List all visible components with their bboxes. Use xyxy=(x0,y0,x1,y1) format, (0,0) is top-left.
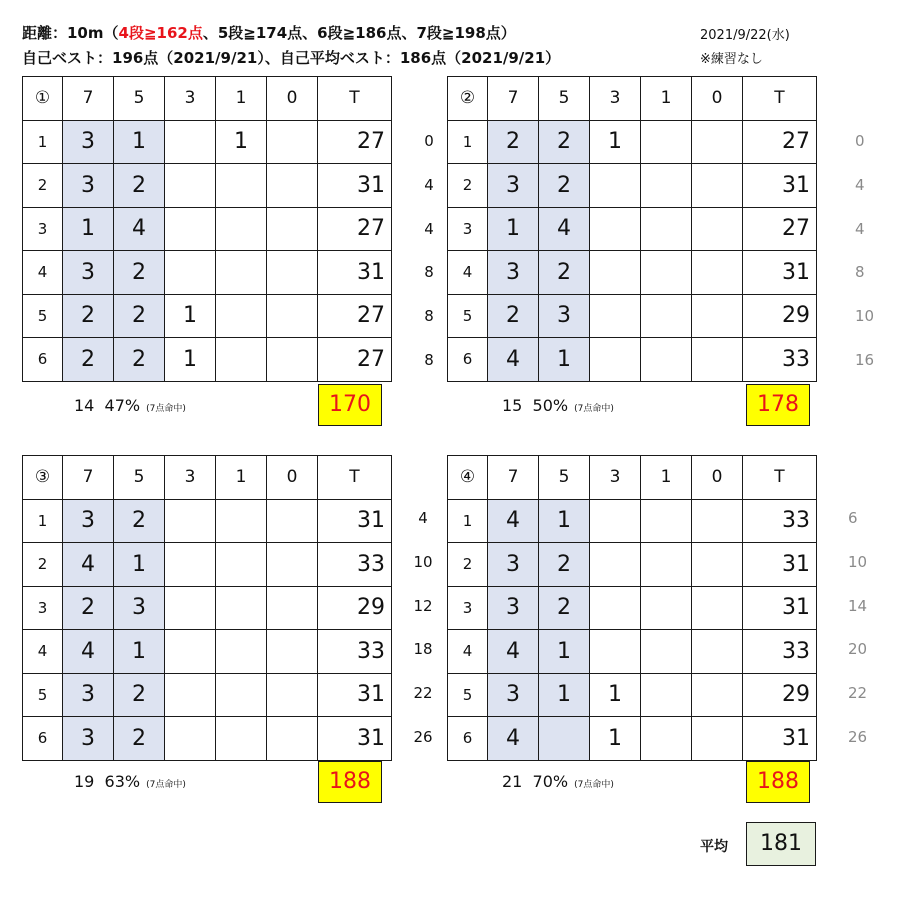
cell-5: 1 xyxy=(539,673,590,717)
end-number: 1 xyxy=(23,120,63,164)
cell-0 xyxy=(267,586,318,630)
cell-total: 31 xyxy=(743,251,817,295)
cumulative-value: 4 xyxy=(418,509,428,527)
col-header-0: 0 xyxy=(692,77,743,121)
cell-1 xyxy=(216,586,267,630)
cell-total: 29 xyxy=(318,586,392,630)
end-number: 5 xyxy=(448,294,488,338)
round-2-right-cumulative xyxy=(853,120,893,383)
cell-0 xyxy=(267,673,318,717)
col-header-1: 1 xyxy=(641,77,692,121)
round-3-hit-stats xyxy=(74,772,186,791)
cumulative-value: 14 xyxy=(848,596,868,615)
round-2-left-cumulative xyxy=(414,120,444,383)
table-row xyxy=(448,543,817,587)
col-header-3: 3 xyxy=(165,456,216,500)
table-row xyxy=(23,586,392,630)
cell-7: 4 xyxy=(488,630,539,674)
hit-count: 19 xyxy=(74,772,95,791)
cell-total: 27 xyxy=(318,294,392,338)
cell-5: 1 xyxy=(114,120,165,164)
cell-0 xyxy=(692,164,743,208)
col-header-0: 0 xyxy=(267,456,318,500)
round-4-right-cumulative xyxy=(846,497,886,760)
cell-5: 2 xyxy=(539,251,590,295)
hit-note: (7点命中) xyxy=(146,404,186,414)
personal-best-line: 自己ベスト：196点（2021/9/21）、自己平均ベスト：186点（2021/9/21） xyxy=(22,49,561,67)
table-row xyxy=(23,251,392,295)
cell-0 xyxy=(692,717,743,761)
col-header-total: T xyxy=(318,77,392,121)
cell-7: 3 xyxy=(488,164,539,208)
cell-7: 4 xyxy=(63,543,114,587)
round-2-total: 178 xyxy=(746,384,810,426)
col-header-total: T xyxy=(743,456,817,500)
cumulative-value: 26 xyxy=(848,727,868,746)
cell-7: 2 xyxy=(488,120,539,164)
round-number: ③ xyxy=(23,456,63,500)
round-1-total: 170 xyxy=(318,384,382,426)
cumulative-value: 4 xyxy=(855,219,865,238)
cumulative-value: 4 xyxy=(855,175,865,194)
cell-7: 3 xyxy=(63,251,114,295)
cell-5: 2 xyxy=(539,120,590,164)
cell-5: 2 xyxy=(114,294,165,338)
cell-total: 27 xyxy=(318,120,392,164)
round-2-scorecard xyxy=(447,76,817,382)
cell-7: 3 xyxy=(488,586,539,630)
end-number: 2 xyxy=(23,543,63,587)
col-header-0: 0 xyxy=(692,456,743,500)
round-4-hit-stats xyxy=(502,772,614,791)
cell-0 xyxy=(267,120,318,164)
table-row xyxy=(23,630,392,674)
cell-0 xyxy=(267,251,318,295)
cell-0 xyxy=(267,717,318,761)
distance-criteria-line xyxy=(22,22,516,43)
round-1-scorecard xyxy=(22,76,392,382)
practice-note: ※練習なし xyxy=(700,52,763,67)
cumulative-value: 16 xyxy=(855,350,875,369)
cumulative-value: 4 xyxy=(424,175,434,194)
cumulative-value: 8 xyxy=(855,263,865,282)
cell-5: 2 xyxy=(114,164,165,208)
cumulative-value: 10 xyxy=(855,307,875,326)
cell-0 xyxy=(692,120,743,164)
cell-1 xyxy=(641,120,692,164)
table-row xyxy=(448,164,817,208)
cell-5: 3 xyxy=(539,294,590,338)
cell-7: 3 xyxy=(63,499,114,543)
end-number: 4 xyxy=(448,251,488,295)
cell-5: 2 xyxy=(114,338,165,382)
cell-7: 4 xyxy=(488,717,539,761)
end-number: 1 xyxy=(23,499,63,543)
cell-1 xyxy=(216,338,267,382)
table-row xyxy=(448,207,817,251)
table-row xyxy=(23,164,392,208)
table-row xyxy=(23,294,392,338)
cell-5: 2 xyxy=(114,717,165,761)
end-number: 1 xyxy=(448,499,488,543)
cell-5: 2 xyxy=(114,251,165,295)
hit-count: 21 xyxy=(502,772,523,791)
table-row xyxy=(23,717,392,761)
average-value: 181 xyxy=(746,822,816,866)
table-row xyxy=(23,543,392,587)
distance-label: 距離：10m（ xyxy=(22,24,119,42)
cell-1 xyxy=(641,499,692,543)
cumulative-value: 22 xyxy=(413,684,433,703)
col-header-7: 7 xyxy=(488,456,539,500)
cell-7: 4 xyxy=(488,338,539,382)
hit-percentage: 63% xyxy=(104,772,141,791)
cell-3 xyxy=(590,294,641,338)
cell-total: 31 xyxy=(318,164,392,208)
end-number: 6 xyxy=(23,717,63,761)
cell-3 xyxy=(165,164,216,208)
round-4-left-cumulative xyxy=(408,497,438,760)
cell-0 xyxy=(692,630,743,674)
cell-0 xyxy=(692,207,743,251)
cell-0 xyxy=(267,630,318,674)
cell-7: 2 xyxy=(488,294,539,338)
round-4-total: 188 xyxy=(746,761,810,803)
cell-5: 4 xyxy=(539,207,590,251)
end-number: 4 xyxy=(23,630,63,674)
hit-count: 15 xyxy=(502,396,523,415)
cell-3 xyxy=(590,499,641,543)
cumulative-value: 22 xyxy=(848,684,868,703)
col-header-3: 3 xyxy=(590,456,641,500)
cell-total: 29 xyxy=(743,294,817,338)
col-header-total: T xyxy=(743,77,817,121)
hit-percentage: 47% xyxy=(104,396,141,415)
cell-0 xyxy=(267,499,318,543)
col-header-1: 1 xyxy=(216,456,267,500)
cell-7: 3 xyxy=(63,120,114,164)
col-header-0: 0 xyxy=(267,77,318,121)
col-header-5: 5 xyxy=(539,77,590,121)
cell-total: 31 xyxy=(743,586,817,630)
table-row xyxy=(448,630,817,674)
col-header-3: 3 xyxy=(165,77,216,121)
end-number: 2 xyxy=(448,164,488,208)
end-number: 5 xyxy=(23,673,63,717)
cumulative-value: 10 xyxy=(848,552,868,571)
round-number: ① xyxy=(23,77,63,121)
cell-total: 31 xyxy=(318,499,392,543)
cell-3 xyxy=(165,120,216,164)
table-row xyxy=(448,120,817,164)
cumulative-value: 18 xyxy=(413,640,433,659)
cumulative-value: 8 xyxy=(424,350,434,369)
table-row xyxy=(448,294,817,338)
hit-note: (7点命中) xyxy=(574,404,614,414)
cell-1 xyxy=(641,543,692,587)
cell-5: 2 xyxy=(539,164,590,208)
cell-5 xyxy=(539,717,590,761)
table-row xyxy=(448,251,817,295)
table-row xyxy=(448,586,817,630)
end-number: 1 xyxy=(448,120,488,164)
round-number: ② xyxy=(448,77,488,121)
table-row xyxy=(448,338,817,382)
cell-1 xyxy=(216,294,267,338)
cell-5: 4 xyxy=(114,207,165,251)
cumulative-value: 0 xyxy=(424,132,434,150)
round-3-scorecard xyxy=(22,455,392,761)
col-header-7: 7 xyxy=(488,77,539,121)
cell-3 xyxy=(165,499,216,543)
cell-5: 2 xyxy=(539,543,590,587)
cell-5: 1 xyxy=(539,630,590,674)
table-row xyxy=(23,207,392,251)
end-number: 2 xyxy=(23,164,63,208)
cell-1 xyxy=(641,630,692,674)
cumulative-value: 8 xyxy=(424,263,434,282)
cell-5: 1 xyxy=(114,543,165,587)
cell-7: 3 xyxy=(63,673,114,717)
cumulative-value: 4 xyxy=(424,219,434,238)
cell-0 xyxy=(692,586,743,630)
cell-5: 2 xyxy=(114,499,165,543)
cell-0 xyxy=(692,338,743,382)
round-2-hit-stats xyxy=(502,396,614,415)
cell-1 xyxy=(216,717,267,761)
cell-5: 1 xyxy=(539,338,590,382)
grade-criteria-rest: 、5段≧174点、6段≧186点、7段≧198点） xyxy=(202,24,516,42)
cell-0 xyxy=(692,251,743,295)
cell-1 xyxy=(641,673,692,717)
table-row xyxy=(448,717,817,761)
cell-3: 1 xyxy=(590,120,641,164)
cell-3: 1 xyxy=(165,294,216,338)
end-number: 5 xyxy=(448,673,488,717)
cell-3 xyxy=(165,543,216,587)
cell-total: 27 xyxy=(318,207,392,251)
cell-0 xyxy=(692,294,743,338)
cell-5: 3 xyxy=(114,586,165,630)
cell-7: 3 xyxy=(488,673,539,717)
cell-0 xyxy=(267,294,318,338)
cumulative-value: 26 xyxy=(413,727,433,746)
cell-1 xyxy=(641,717,692,761)
grade4-criterion: 4段≧162点 xyxy=(118,24,203,42)
cell-total: 29 xyxy=(743,673,817,717)
cell-3 xyxy=(590,586,641,630)
cell-3 xyxy=(590,164,641,208)
cell-3 xyxy=(165,673,216,717)
cumulative-value: 20 xyxy=(848,640,868,659)
cell-total: 31 xyxy=(743,543,817,587)
cell-7: 2 xyxy=(63,338,114,382)
col-header-1: 1 xyxy=(216,77,267,121)
hit-percentage: 70% xyxy=(532,772,569,791)
cell-3: 1 xyxy=(590,673,641,717)
col-header-5: 5 xyxy=(114,77,165,121)
cell-1 xyxy=(216,251,267,295)
cell-total: 31 xyxy=(318,251,392,295)
cumulative-value: 0 xyxy=(855,132,865,150)
cell-1 xyxy=(641,251,692,295)
cell-7: 3 xyxy=(63,717,114,761)
round-3-total: 188 xyxy=(318,761,382,803)
cell-0 xyxy=(692,499,743,543)
cell-5: 1 xyxy=(114,630,165,674)
cell-3 xyxy=(165,251,216,295)
table-row xyxy=(448,499,817,543)
cell-7: 2 xyxy=(63,294,114,338)
cell-1 xyxy=(216,673,267,717)
cell-1 xyxy=(216,543,267,587)
round-4-scorecard xyxy=(447,455,817,761)
cell-7: 4 xyxy=(63,630,114,674)
cell-3 xyxy=(590,207,641,251)
cell-0 xyxy=(267,164,318,208)
cell-3: 1 xyxy=(165,338,216,382)
cell-3 xyxy=(590,338,641,382)
cell-total: 31 xyxy=(318,717,392,761)
cell-0 xyxy=(267,207,318,251)
round-1-hit-stats xyxy=(74,396,186,415)
cell-5: 2 xyxy=(539,586,590,630)
cumulative-value: 8 xyxy=(424,307,434,326)
cumulative-value: 10 xyxy=(413,552,433,571)
cell-3 xyxy=(165,630,216,674)
col-header-7: 7 xyxy=(63,456,114,500)
hit-percentage: 50% xyxy=(532,396,569,415)
cumulative-value: 12 xyxy=(413,596,433,615)
cell-3 xyxy=(165,717,216,761)
cell-1 xyxy=(216,207,267,251)
cell-5: 1 xyxy=(539,499,590,543)
end-number: 2 xyxy=(448,543,488,587)
cumulative-value: 6 xyxy=(848,509,858,527)
cell-1 xyxy=(641,338,692,382)
end-number: 3 xyxy=(448,207,488,251)
cell-total: 27 xyxy=(743,120,817,164)
end-number: 4 xyxy=(23,251,63,295)
round-number: ④ xyxy=(448,456,488,500)
col-header-5: 5 xyxy=(539,456,590,500)
cell-total: 33 xyxy=(743,499,817,543)
cell-7: 1 xyxy=(63,207,114,251)
cell-total: 31 xyxy=(318,673,392,717)
cell-7: 4 xyxy=(488,499,539,543)
cell-1 xyxy=(641,294,692,338)
cell-total: 31 xyxy=(743,164,817,208)
cell-0 xyxy=(692,543,743,587)
col-header-7: 7 xyxy=(63,77,114,121)
col-header-1: 1 xyxy=(641,456,692,500)
end-number: 3 xyxy=(448,586,488,630)
hit-count: 14 xyxy=(74,396,95,415)
hit-note: (7点命中) xyxy=(574,780,614,790)
cell-total: 27 xyxy=(318,338,392,382)
end-number: 5 xyxy=(23,294,63,338)
cell-3 xyxy=(165,586,216,630)
table-row xyxy=(23,673,392,717)
cell-1: 1 xyxy=(216,120,267,164)
average-label: 平均 xyxy=(700,839,728,855)
end-number: 3 xyxy=(23,207,63,251)
table-row xyxy=(448,673,817,717)
end-number: 6 xyxy=(448,717,488,761)
end-number: 6 xyxy=(448,338,488,382)
end-number: 4 xyxy=(448,630,488,674)
cell-total: 33 xyxy=(743,630,817,674)
col-header-3: 3 xyxy=(590,77,641,121)
table-row xyxy=(23,338,392,382)
col-header-5: 5 xyxy=(114,456,165,500)
cell-0 xyxy=(692,673,743,717)
cell-7: 2 xyxy=(63,586,114,630)
cell-7: 3 xyxy=(488,543,539,587)
cell-1 xyxy=(641,164,692,208)
cell-3 xyxy=(165,207,216,251)
cell-5: 2 xyxy=(114,673,165,717)
table-row xyxy=(23,120,392,164)
cell-7: 3 xyxy=(488,251,539,295)
cell-0 xyxy=(267,338,318,382)
hit-note: (7点命中) xyxy=(146,780,186,790)
cell-0 xyxy=(267,543,318,587)
cell-7: 1 xyxy=(488,207,539,251)
cell-total: 33 xyxy=(318,543,392,587)
cell-total: 27 xyxy=(743,207,817,251)
table-row xyxy=(23,499,392,543)
cell-3 xyxy=(590,630,641,674)
date-label: 2021/9/22(水) xyxy=(700,28,790,43)
end-number: 3 xyxy=(23,586,63,630)
cell-3 xyxy=(590,251,641,295)
cell-7: 3 xyxy=(63,164,114,208)
end-number: 6 xyxy=(23,338,63,382)
cell-1 xyxy=(216,499,267,543)
cell-3 xyxy=(590,543,641,587)
cell-total: 33 xyxy=(743,338,817,382)
cell-total: 33 xyxy=(318,630,392,674)
cell-1 xyxy=(641,207,692,251)
cell-1 xyxy=(216,630,267,674)
cell-1 xyxy=(216,164,267,208)
cell-1 xyxy=(641,586,692,630)
col-header-total: T xyxy=(318,456,392,500)
cell-3: 1 xyxy=(590,717,641,761)
cell-total: 31 xyxy=(743,717,817,761)
